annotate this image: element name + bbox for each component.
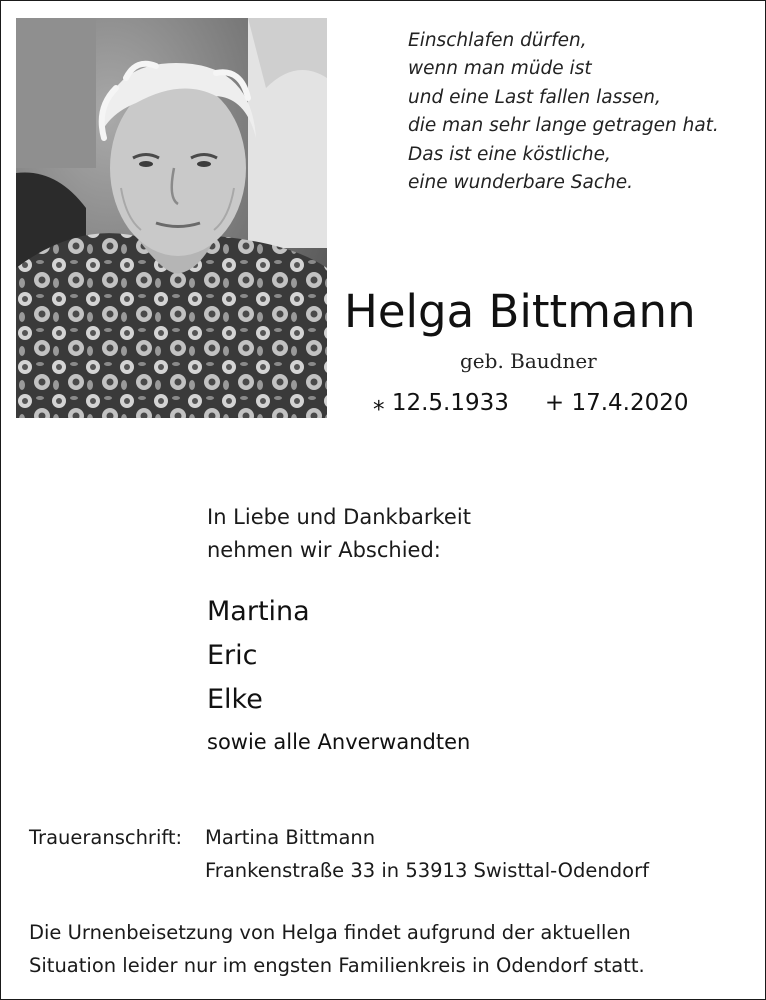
portrait-photo [16, 18, 327, 418]
burial-notice [29, 916, 645, 982]
farewell-line: nehmen wir Abschied: [207, 538, 441, 562]
poem-line: Das ist eine köstliche, [408, 143, 611, 165]
life-dates [373, 387, 689, 419]
address-street: Frankenstraße 33 in 53913 Swisttal-Odendorf [205, 859, 649, 882]
relatives-line: sowie alle Anverwandten [207, 730, 471, 754]
mourners-list [207, 590, 470, 758]
maiden-name: geb. Baudner [460, 349, 597, 373]
notice-line: Situation leider nur im engsten Familienkreis in Odendorf statt. [29, 954, 645, 977]
mourner-name: Eric [207, 640, 258, 671]
poem-line: und eine Last fallen lassen, [408, 86, 661, 108]
poem-line: Einschlafen dürfen, [408, 30, 587, 51]
address-label: Traueranschrift: [29, 826, 183, 849]
poem-line: eine wunderbare Sache. [408, 172, 634, 194]
poem [408, 27, 719, 197]
mourning-address [29, 821, 649, 887]
death-cross-icon: + [544, 390, 565, 416]
notice-line: Die Urnenbeisetzung von Helga findet aufgrund der aktuellen [29, 921, 631, 944]
farewell-line: In Liebe und Dankbarkeit [207, 505, 471, 529]
address-name: Martina Bittmann [205, 826, 376, 849]
poem-line: die man sehr lange getragen hat. [408, 115, 719, 137]
mourner-name: Martina [207, 596, 310, 627]
farewell-text [207, 501, 471, 567]
birth-date: 12.5.1933 [391, 390, 509, 416]
poem-line: wenn man müde ist [408, 58, 592, 80]
death-date: 17.4.2020 [571, 390, 689, 416]
deceased-name: Helga Bittmann [344, 285, 696, 338]
mourner-name: Elke [207, 684, 263, 715]
portrait-photo-icon [16, 18, 327, 418]
birth-star-icon: ⁎ [373, 390, 385, 416]
